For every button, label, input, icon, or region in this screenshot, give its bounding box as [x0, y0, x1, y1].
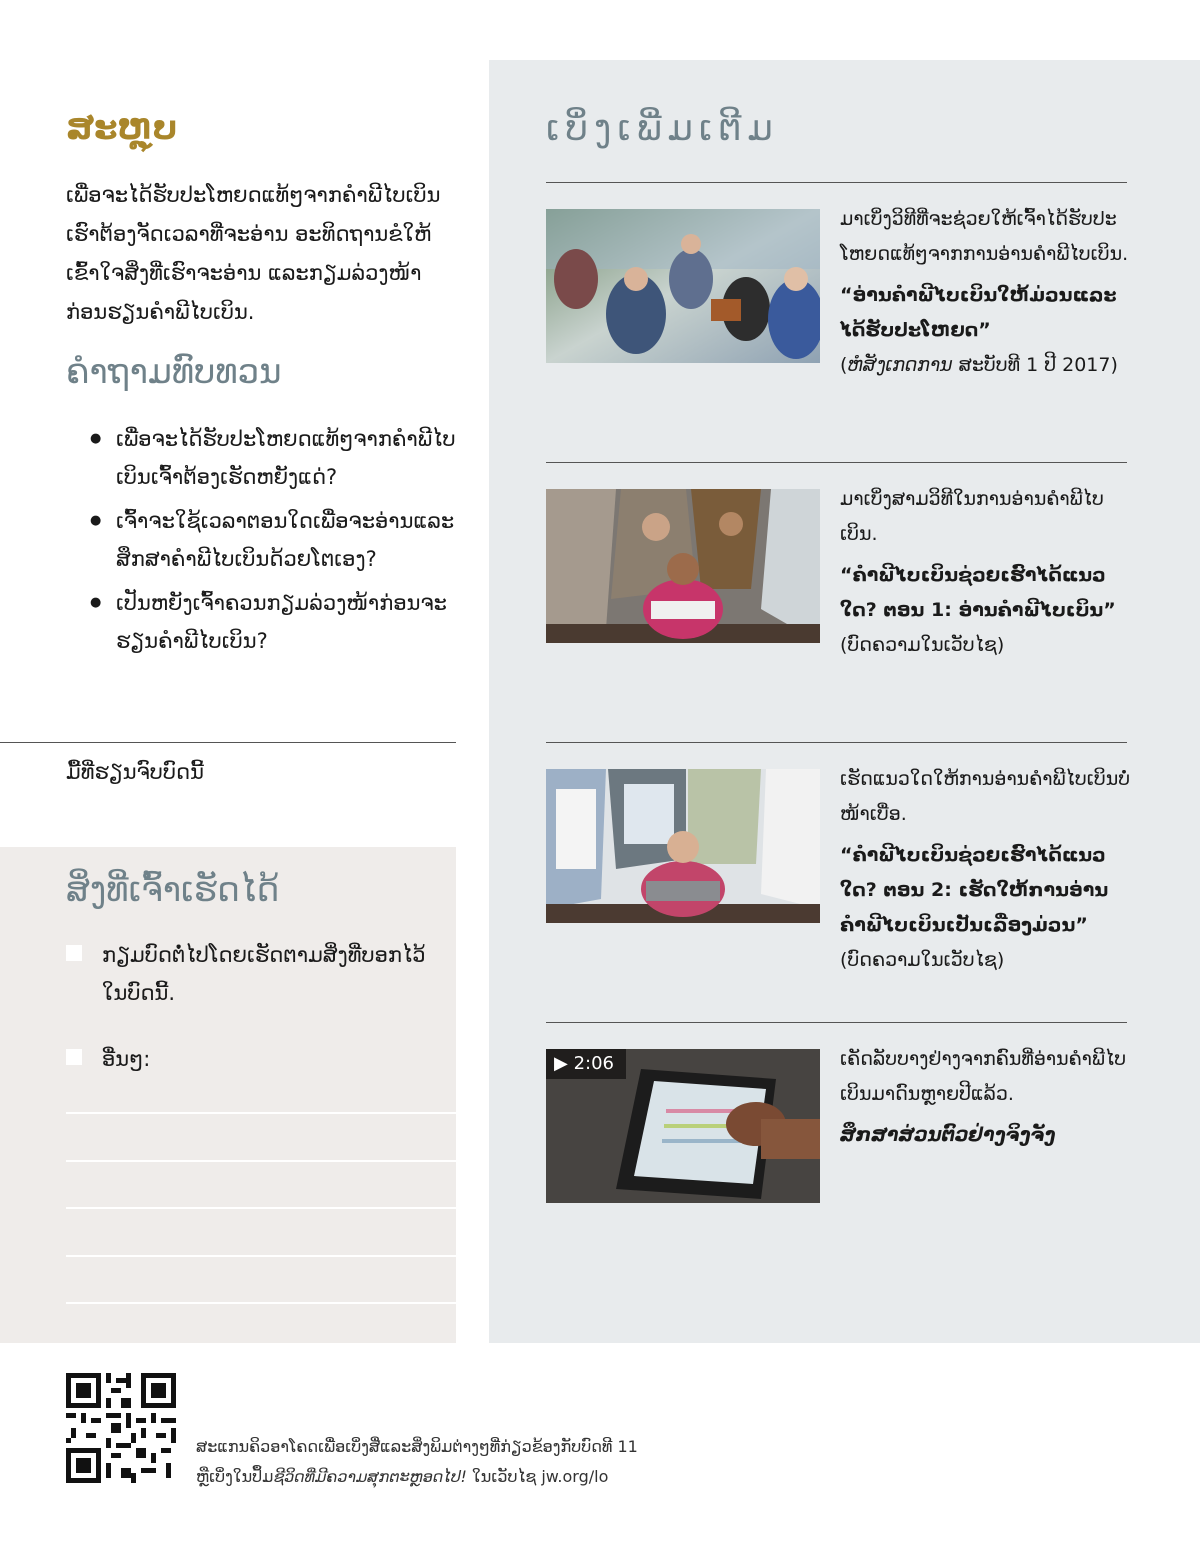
article-thumbnail[interactable] — [546, 769, 820, 923]
article-description — [840, 482, 1132, 663]
review-question: ● ເປັນຫຍັງເຈົ້າຄວນກຽມລ່ວງໜ້າກ່ອນຈະຮຽນຄຳພີໄບເບິນ? — [90, 584, 460, 660]
article-title-link[interactable]: “ຄຳພີໄບເບິນຊ່ວຍເຮົາໄດ້ແນວໃດ? ຕອນ 2: ເຮັດໃຫ້ການອ່ານຄຳພີໄບເບິນເປັນເລື່ອງມ່ວນ” — [840, 844, 1109, 936]
checkbox[interactable] — [66, 945, 82, 961]
footer-note — [196, 1432, 756, 1492]
todo-heading: ສິ່ງທີ່ເຈົ້າເຮັດໄດ້ — [66, 870, 280, 910]
article-lead: ມາເບິ່ງສາມວິທີໃນການອ່ານຄຳພີໄບເບິນ. — [840, 488, 1104, 545]
section-divider — [546, 742, 1127, 743]
article-source: (ບົດຄວາມໃນເວັບໄຊ) — [840, 634, 1005, 656]
write-line[interactable] — [66, 1112, 456, 1114]
article-title-link[interactable]: “ຄຳພີໄບເບິນຊ່ວຍເຮົາໄດ້ແນວໃດ? ຕອນ 1: ອ່ານຄຳພີໄບເບິນ” — [840, 564, 1116, 621]
publication-issue: ສະບັບທີ 1 ປີ 2017) — [952, 354, 1118, 376]
review-questions-list — [90, 420, 460, 666]
todo-panel — [0, 847, 456, 1343]
publication-name: ຫໍສັງເກດການ — [847, 354, 953, 376]
article-description — [840, 762, 1132, 978]
book-title: ຊີວິດທີ່ມີຄວາມສຸກຕະຫຼອດໄປ! — [273, 1467, 467, 1486]
article-title-link[interactable]: “ອ່ານຄຳພີໄບເບິນໃຫ້ມ່ວນແລະໄດ້ຮັບປະໂຫຍດ” — [840, 284, 1117, 341]
summary-heading: ສະຫຼຸບ — [66, 108, 178, 148]
completion-date-label: ມື້ທີ່ຮຽນຈົບບົດນີ້ — [66, 760, 204, 784]
video-description — [840, 1042, 1132, 1153]
article-thumbnail[interactable] — [546, 209, 820, 363]
footer-line-2-start: ຫຼືເບິ່ງໃນປຶ້ມ — [196, 1467, 274, 1486]
article-lead: ມາເບິ່ງວິທີທີ່ຈະຊ່ວຍໃຫ້ເຈົ້າໄດ້ຮັບປະໂຫຍດແທ້ໆຈາກການອ່ານຄຳພີໄບເບິນ. — [840, 208, 1129, 265]
section-divider — [546, 462, 1127, 463]
review-question: ● ເຈົ້າຈະໃຊ້ເວລາຕອນໃດເພື່ອຈະອ່ານແລະສຶກສາຄຳພີໄບເບິນດ້ວຍໂຕເອງ? — [90, 502, 460, 578]
todo-item-other[interactable] — [66, 1040, 426, 1078]
footer-line-1: ສະແກນຄິວອາໂຄດເພື່ອເບິ່ງສື່ແລະສິ່ງພິມຕ່າງໆທີ່ກ່ຽວຂ້ອງກັບບົດທີ 11 — [196, 1437, 638, 1456]
article-source: (ບົດຄວາມໃນເວັບໄຊ) — [840, 949, 1005, 971]
video-title-link[interactable]: ສຶກສາສ່ວນຕົວຢ່າງຈິງຈັງ — [840, 1124, 1056, 1146]
see-more-heading: ເບິ່ງເພີ່ມເຕີມ — [546, 108, 779, 149]
footer-line-2-end[interactable]: ໃນເວັບໄຊ jw.org/lo — [466, 1467, 609, 1486]
review-question: ● ເພື່ອຈະໄດ້ຮັບປະໂຫຍດແທ້ໆຈາກຄຳພີໄບເບິນເຈົ້າຕ້ອງເຮັດຫຍັງແດ່? — [90, 420, 460, 496]
article-thumbnail[interactable] — [546, 489, 820, 643]
video-duration-badge: ▶ 2:06 — [546, 1049, 626, 1079]
todo-item[interactable] — [66, 936, 426, 1012]
article-lead: ເຮັດແນວໃດໃຫ້ການອ່ານຄຳພີໄບເບິນບໍ່ໜ້າເບື່ອ. — [840, 768, 1131, 825]
footer-line-2 — [196, 1462, 756, 1492]
section-divider — [546, 182, 1127, 183]
write-line[interactable] — [66, 1302, 456, 1304]
section-divider — [546, 1022, 1127, 1023]
date-divider — [0, 742, 456, 743]
todo-item-label: ກຽມບົດຕໍ່ໄປໂດຍເຮັດຕາມສິ່ງທີ່ບອກໄວ້ໃນບົດນີ້. — [102, 943, 426, 1005]
qr-code[interactable] — [66, 1373, 176, 1483]
write-line[interactable] — [66, 1160, 456, 1162]
video-lead: ເຄັດລັບບາງຢ່າງຈາກຄົນທີ່ອ່ານຄຳພີໄບເບິນມາດົນຫຼາຍປີແລ້ວ. — [840, 1048, 1127, 1105]
article-description — [840, 202, 1132, 383]
summary-text: ເພື່ອຈະໄດ້ຮັບປະໂຫຍດແທ້ໆຈາກຄຳພີໄບເບິນເຮົາຕ້ອງຈັດເວລາທີ່ຈະອ່ານ ອະທິດຖານຂໍໃຫ້ເຂົ້າໃຈສິ່ງທີ່ເຮົາຈະອ່ານ ແລະກຽມລ່ວງໜ້າກ່ອນຮຽນຄຳພີໄບເບິນ. — [66, 183, 441, 324]
write-line[interactable] — [66, 1207, 456, 1209]
checkbox[interactable] — [66, 1049, 82, 1065]
article-source: (ຫໍສັງເກດການ ສະບັບທີ 1 ປີ 2017) — [840, 354, 1118, 376]
write-line[interactable] — [66, 1255, 456, 1257]
todo-item-label: ອື່ນໆ: — [102, 1047, 151, 1071]
review-questions-heading: ຄຳຖາມທົບທວນ — [66, 352, 282, 392]
